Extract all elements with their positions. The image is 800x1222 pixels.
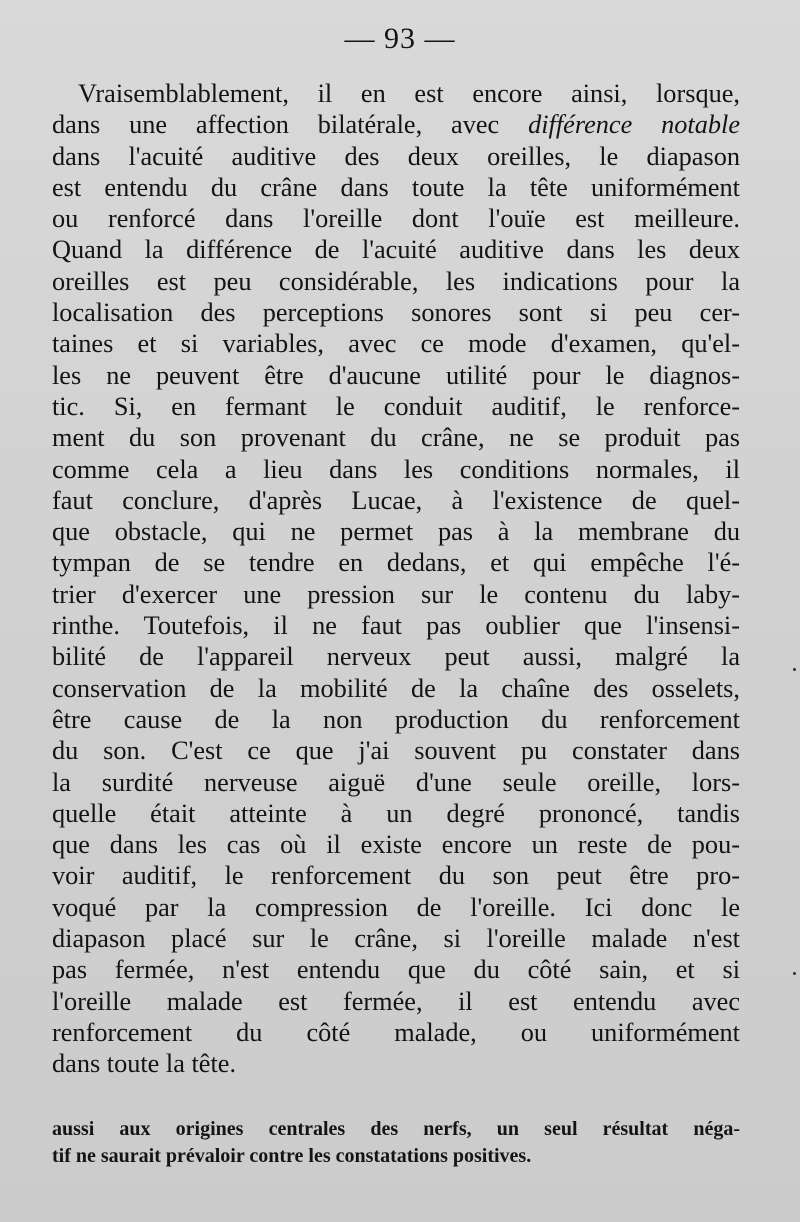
text-line: Quand la différence de l'acuité auditive dans les deux xyxy=(52,235,740,265)
text-line: est entendu du crâne dans toute la tête uniformément xyxy=(52,172,740,202)
scan-speck xyxy=(793,972,796,975)
text-line: comme cela a lieu dans les conditions normales, il xyxy=(52,454,740,484)
text-line: tic. Si, en fermant le conduit auditif, le renforce- xyxy=(52,391,740,421)
text-line: taines et si variables, avec ce mode d'examen, qu'el- xyxy=(52,329,740,359)
text-line: dans l'acuité auditive des deux oreilles, le diapason xyxy=(52,141,740,171)
text-line: les ne peuvent être d'aucune utilité pour le diagnos- xyxy=(52,360,740,390)
text-line: pas fermée, n'est entendu que du côté sain, et si xyxy=(52,955,740,985)
text-line: conservation de la mobilité de la chaîne des osselets, xyxy=(52,673,740,703)
text-line: dans toute la tête. xyxy=(52,1049,237,1079)
text-line: la surdité nerveuse aiguë d'une seule oreille, lors- xyxy=(52,767,740,797)
text-line: voir auditif, le renforcement du son peut être pro- xyxy=(52,861,740,891)
text-line: tympan de se tendre en dedans, et qui empêche l'é- xyxy=(52,548,740,578)
text-line: renforcement du côté malade, ou uniformément xyxy=(52,1017,740,1047)
text-line: ou renforcé dans l'oreille dont l'ouïe est meilleure. xyxy=(52,204,740,234)
text-fragment: dans une affection bilatérale, avec xyxy=(52,110,529,140)
text-line: être cause de la non production du renforcement xyxy=(52,704,740,734)
text-line: du son. C'est ce que j'ai souvent pu constater dans xyxy=(52,736,740,766)
emphasis-text: différence notable xyxy=(528,110,740,140)
text-line: ment du son provenant du crâne, ne se produit pas xyxy=(52,423,740,453)
text-line: rinthe. Toutefois, il ne faut pas oublier que l'insensi- xyxy=(52,611,740,641)
footnote-line: tif ne saurait prévaloir contre les constatations positives. xyxy=(52,1145,532,1167)
text-line: quelle était atteinte à un degré prononcé, tandis xyxy=(52,798,740,828)
text-line: oreilles est peu considérable, les indications pour la xyxy=(52,266,740,296)
footnote xyxy=(52,1116,740,1170)
text-line: Vraisemblablement, il en est encore ainsi, lorsque, xyxy=(78,79,740,108)
text-line: que obstacle, qui ne permet pas à la membrane du xyxy=(52,517,740,547)
text-line: que dans les cas où il existe encore un reste de pou- xyxy=(52,830,740,860)
text-line: bilité de l'appareil nerveux peut aussi, malgré la xyxy=(52,642,740,672)
text-line-with-emphasis xyxy=(52,109,740,140)
text-line: voqué par la compression de l'oreille. Ici donc le xyxy=(52,892,740,922)
text-line: diapason placé sur le crâne, si l'oreille malade n'est xyxy=(52,924,740,954)
text-line: localisation des perceptions sonores sont si peu cer- xyxy=(52,298,740,328)
body-paragraph xyxy=(52,78,740,1080)
page-number: — 93 — xyxy=(344,22,456,55)
text-line: trier d'exercer une pression sur le contenu du laby- xyxy=(52,579,740,609)
footnote-line: aussi aux origines centrales des nerfs, un seul résultat néga- xyxy=(52,1118,740,1140)
text-line: l'oreille malade est fermée, il est entendu avec xyxy=(52,986,740,1016)
scan-speck xyxy=(793,668,796,671)
text-line: faut conclure, d'après Lucae, à l'existence de quel- xyxy=(52,485,740,515)
